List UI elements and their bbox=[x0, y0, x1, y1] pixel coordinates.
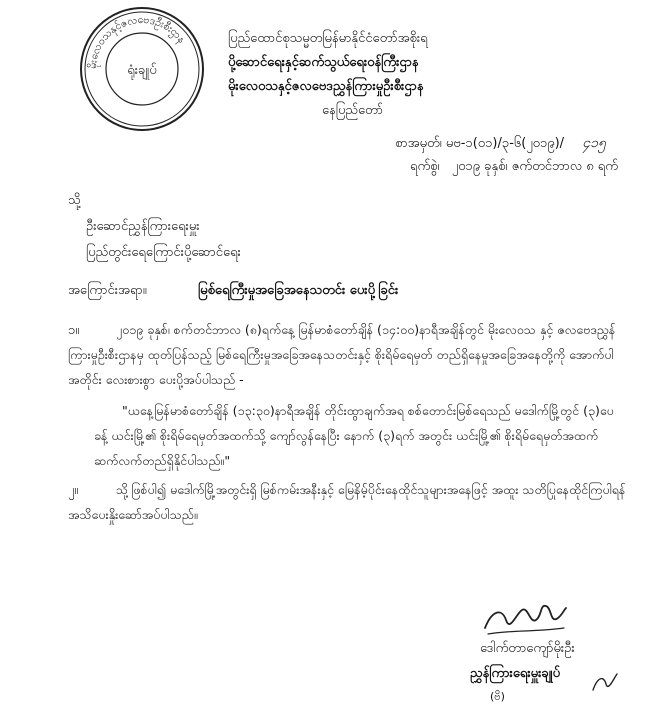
recipient-title: ဦးဆောင်ညွှန်ကြားရေးမှူး bbox=[86, 219, 200, 234]
ref-label: စာအမှတ်၊ bbox=[395, 136, 442, 151]
to-label: သို့ bbox=[68, 193, 81, 208]
header-government: ပြည်ထောင်စုသမ္မတမြန်မာနိုင်ငံတော်အစိုးရ bbox=[228, 31, 428, 46]
seal-ring-text: မိုးလေဝသနှင့်ဇလဗေဒဦးစီးဌာန bbox=[86, 13, 188, 70]
header-ministry: ပို့ဆောင်ရေးနှင့်ဆက်သွယ်ရေးဝန်ကြီးဌာန bbox=[228, 55, 419, 70]
ref-handwritten-number: ၄၁၅ bbox=[582, 135, 606, 151]
initials-mark bbox=[590, 670, 620, 696]
svg-text:မိုးလေဝသနှင့်ဇလဗေဒဦးစီးဌာန bbox=[86, 14, 188, 70]
signatory-title: ညွှန်ကြားရေးမှူးချုပ် bbox=[470, 666, 561, 681]
signatory-footnote: (ဗိ) bbox=[490, 690, 505, 703]
seal-center-text: ရုံးချုပ် bbox=[127, 63, 157, 78]
quoted-forecast: "ယနေ့မြန်မာစံတော်ချိန် (၁၃:၃၀)နာရီအချိန် တိုင်းထွာချက်အရ စစ်တောင်းမြစ်ရေသည် မဒေါက်မြို့တွင် (၃)ပေခန့် ယင်းမြို့၏ စိုးရိမ်ရေမှတ်အထက်သို့ ကျော်လွန်နေပြီး နောက် (၃)ရက် အတွင်း ယင်းမြို့၏ စိုးရိမ်ရေမှတ်အထက် ဆက်လက်တည်ရှိနိုင်ပါသည်။" bbox=[94, 403, 614, 468]
header-department: မိုးလေဝသနှင့်ဇလဗေဒညွှန်ကြားမှုဦးစီးဌာန bbox=[228, 79, 424, 94]
para1-text: ၂၀၁၉ ခုနှစ်၊ စက်တင်ဘာလ (၈)ရက်နေ့ မြန်မာစံတော်ချိန် (၁၄:၀၀)နာရီအချိန်တွင် မိုးလေဝသ နှင့် ဇလဗေဒညွှန်ကြားမှုဦးစီးဌာနမှ ထုတ်ပြန်သည့် မြစ်ရေကြီးမှုအခြေအနေသတင်းနှင့် စိုးရိမ်ရေမှတ် တည်ရှိနေမှုအခြေအနေတို့ကို အောက်ပါအတိုင်း လေးစားစွာ ပေးပို့အပ်ပါသည် - bbox=[68, 322, 616, 387]
ref-line bbox=[395, 134, 606, 153]
date-label: ရက်စွဲ၊ bbox=[410, 159, 440, 174]
subject-label: အကြောင်းအရာ။ bbox=[68, 283, 147, 298]
header-city: နေပြည်တော် bbox=[322, 103, 384, 118]
ref-value: မဗ-၁(၀၁)/၃-၆(၂၀၁၉)/ bbox=[445, 136, 565, 151]
department-seal bbox=[77, 4, 207, 134]
date-value: ၂၀၁၉ ခုနှစ်၊ ဇက်တင်ဘာလ ၈ ရက် bbox=[451, 159, 618, 174]
para2-text: သို့ဖြစ်ပါ၍ မဒေါက်မြို့အတွင်းရှိ မြစ်ကမ်းအနီးနှင့် မြေနိမ့်ပိုင်းနေထိုင်သူများအနေဖြင့် အထူး သတိပြုနေထိုင်ကြပါရန် အသိပေးနှိုးဆော်အပ်ပါသည်။ bbox=[68, 482, 626, 522]
para2-number: ၂။ bbox=[68, 483, 79, 498]
date-line bbox=[410, 158, 618, 176]
subject-text: မြစ်ရေကြီးမှုအခြေအနေသတင်း ပေးပို့ခြင်း bbox=[198, 283, 399, 298]
para1-number: ၁။ bbox=[68, 323, 80, 338]
signatory-name: ဒေါက်တာကျော်မိုးဦး bbox=[480, 641, 575, 656]
handwritten-signature bbox=[480, 590, 570, 640]
recipient-org: ပြည်တွင်းရေကြောင်းပို့ဆောင်ရေး bbox=[86, 245, 241, 260]
